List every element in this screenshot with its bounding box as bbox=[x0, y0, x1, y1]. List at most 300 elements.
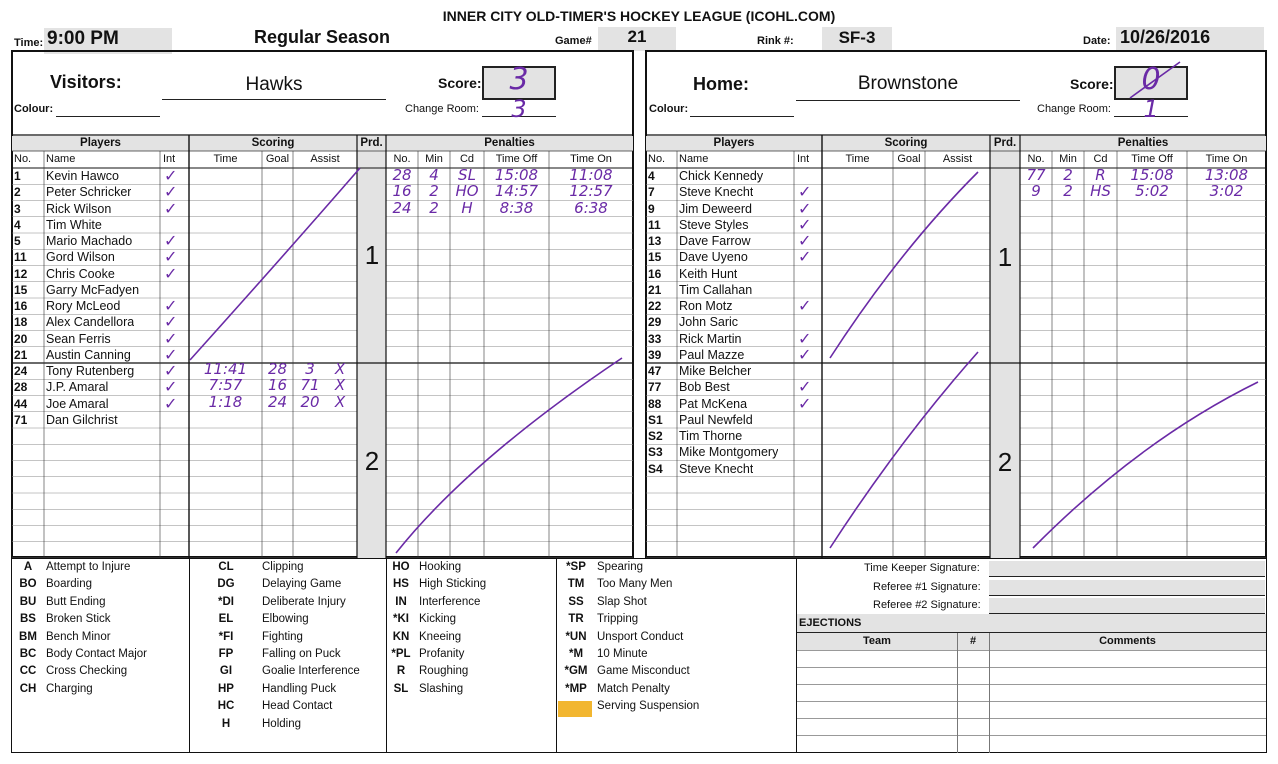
legend-description: Kneeing bbox=[419, 630, 462, 643]
legend-description: High Sticking bbox=[419, 578, 487, 591]
intermission-check: ✓ bbox=[164, 198, 178, 218]
player-name: J.P. Amaral bbox=[46, 380, 109, 395]
legend-item bbox=[557, 596, 796, 612]
v-goal-header: Goal bbox=[265, 153, 290, 165]
player-number: 3 bbox=[14, 201, 21, 216]
player-number: 29 bbox=[648, 315, 662, 330]
intermission-check: ✓ bbox=[164, 231, 178, 250]
player-number: 11 bbox=[648, 217, 661, 232]
player-name: Mike Montgomery bbox=[679, 445, 779, 460]
player-number: 13 bbox=[648, 234, 662, 248]
legend-code: BC bbox=[19, 648, 37, 660]
legend-code: *FI bbox=[218, 630, 234, 643]
legend-description: Kicking bbox=[419, 613, 457, 626]
goal-assist: 71 bbox=[300, 376, 320, 395]
legend-description: Head Contact bbox=[262, 700, 333, 713]
legend-item bbox=[12, 613, 189, 629]
home-score: 0 bbox=[1141, 62, 1161, 97]
ejection-row-line bbox=[797, 684, 1266, 685]
legend-code: A bbox=[23, 561, 33, 573]
player-number: 16 bbox=[648, 266, 662, 281]
player-number: 24 bbox=[14, 364, 28, 378]
home-score-label: Score: bbox=[1070, 76, 1114, 92]
player-name: John Saric bbox=[679, 315, 739, 330]
legend-description: Handling Puck bbox=[262, 682, 337, 695]
v-players-header: Players bbox=[80, 137, 121, 149]
player-name: Dan Gilchrist bbox=[46, 412, 118, 427]
legend-item bbox=[190, 631, 386, 647]
visitors-p2-penalty-strike bbox=[396, 358, 622, 553]
penalty-player-number: 16 bbox=[392, 182, 412, 201]
visitors-score: 3 bbox=[509, 62, 529, 97]
penalty-player-number: 9 bbox=[1031, 182, 1041, 201]
penalty-time-on: 12:57 bbox=[569, 182, 613, 201]
legend-item bbox=[387, 596, 556, 612]
visitors-change-room-label: Change Room: bbox=[405, 103, 479, 115]
legend-description: Spearing bbox=[597, 561, 644, 573]
legend-item bbox=[190, 700, 386, 716]
legend-description: Goalie Interference bbox=[262, 665, 360, 678]
legend-code: KN bbox=[392, 630, 410, 643]
player-number: 5 bbox=[14, 234, 21, 248]
rink-value: SF-3 bbox=[838, 28, 876, 47]
player-number: 4 bbox=[648, 169, 655, 183]
intermission-check: ✓ bbox=[164, 263, 178, 283]
v-pen-no-header: No. bbox=[393, 153, 411, 165]
ejections-comments-header: Comments bbox=[1099, 635, 1156, 647]
player-name: Mario Machado bbox=[46, 234, 133, 248]
legend-code: SS bbox=[568, 595, 584, 608]
intermission-check: ✓ bbox=[164, 361, 178, 380]
penalty-time-off: 8:38 bbox=[499, 198, 534, 217]
penalty-time-on: 3:02 bbox=[1209, 182, 1244, 201]
legend-item bbox=[557, 613, 796, 629]
legend-description: Hooking bbox=[419, 561, 462, 573]
date-value: 10/26/2016 bbox=[1120, 27, 1211, 47]
legend-item bbox=[387, 631, 556, 647]
time-keeper-signature-field[interactable] bbox=[989, 561, 1265, 576]
home-score-slash bbox=[1130, 62, 1180, 98]
player-name: Bob Best bbox=[679, 380, 730, 395]
player-name: Tim White bbox=[46, 217, 102, 232]
home-change-room-label: Change Room: bbox=[1037, 103, 1111, 115]
legend-item bbox=[387, 683, 556, 699]
h-time-on-header: Time On bbox=[1205, 153, 1248, 165]
time-keeper-signature-label: Time Keeper Signature: bbox=[864, 562, 980, 574]
penalty-minutes: 2 bbox=[1063, 182, 1073, 201]
legend-description: Delaying Game bbox=[262, 578, 342, 591]
home-label: Home: bbox=[693, 74, 750, 94]
goal-time: 7:57 bbox=[208, 376, 243, 395]
legend-code: HP bbox=[218, 682, 234, 695]
ejection-row-line bbox=[797, 667, 1266, 668]
legend-description: Interference bbox=[419, 595, 481, 608]
legend-description: Unsport Conduct bbox=[597, 630, 684, 643]
legend-item bbox=[557, 631, 796, 647]
penalty-code: HS bbox=[1090, 182, 1111, 201]
h-penalties-header: Penalties bbox=[1117, 137, 1169, 149]
player-name: Steve Styles bbox=[679, 217, 749, 232]
legend-description: Broken Stick bbox=[46, 613, 111, 626]
h-players-header: Players bbox=[713, 137, 755, 149]
player-name: Pat McKena bbox=[679, 396, 748, 411]
home-p2-penalty-strike bbox=[1033, 382, 1258, 548]
rink-label: Rink #: bbox=[757, 35, 794, 47]
v-name-header: Name bbox=[46, 153, 76, 165]
h-period-header: Prd. bbox=[993, 137, 1017, 149]
legend-description: 10 Minute bbox=[597, 648, 648, 660]
assist-void-mark: X bbox=[334, 360, 346, 378]
legend-description: Clipping bbox=[262, 561, 304, 573]
legend-code: BS bbox=[20, 613, 36, 626]
player-number: 16 bbox=[14, 299, 28, 313]
visitors-change-room: 3 bbox=[511, 95, 527, 123]
intermission-check: ✓ bbox=[798, 231, 812, 250]
intermission-check: ✓ bbox=[164, 377, 178, 397]
legend-item bbox=[387, 613, 556, 629]
player-number: 44 bbox=[14, 396, 28, 411]
penalty-time-off: 5:02 bbox=[1135, 182, 1169, 201]
legend-description: Game Misconduct bbox=[597, 665, 690, 678]
legend-item bbox=[557, 700, 796, 716]
player-name: Ron Motz bbox=[679, 299, 733, 313]
legend-description: Serving Suspension bbox=[597, 700, 700, 713]
v-time-on-header: Time On bbox=[570, 153, 612, 165]
league-title: INNER CITY OLD-TIMER'S HOCKEY LEAGUE (ICOHL.COM) bbox=[442, 8, 836, 24]
h-cd-header: Cd bbox=[1093, 153, 1108, 165]
player-number: 15 bbox=[648, 250, 662, 265]
intermission-check: ✓ bbox=[164, 166, 178, 185]
penalty-player-number: 28 bbox=[392, 166, 412, 184]
player-number: 18 bbox=[14, 315, 28, 330]
legend-code: GI bbox=[219, 665, 233, 678]
ejection-col-divider bbox=[989, 633, 990, 753]
penalty-time-on: 11:08 bbox=[569, 166, 613, 184]
player-name: Paul Newfeld bbox=[679, 412, 753, 427]
player-number: 71 bbox=[14, 412, 28, 427]
player-number: S2 bbox=[648, 429, 663, 443]
player-number: 15 bbox=[14, 282, 28, 297]
ejection-row-line bbox=[797, 701, 1266, 702]
goal-scorer: 16 bbox=[267, 376, 288, 395]
legend-description: Profanity bbox=[419, 648, 465, 660]
player-name: Chris Cooke bbox=[46, 266, 115, 281]
legend-item bbox=[190, 683, 386, 699]
player-number: 4 bbox=[14, 217, 21, 232]
h-goal-header: Goal bbox=[897, 153, 921, 165]
visitors-colour-label: Colour: bbox=[14, 103, 54, 115]
legend-description: Slap Shot bbox=[597, 595, 647, 608]
intermission-check: ✓ bbox=[164, 182, 178, 202]
assist-void-mark: X bbox=[334, 376, 346, 395]
goal-scorer: 28 bbox=[267, 360, 288, 378]
time-label: Time: bbox=[14, 37, 44, 49]
h-pen-no-header: No. bbox=[1027, 153, 1045, 165]
legend-item bbox=[190, 613, 386, 629]
player-number: 88 bbox=[648, 396, 662, 411]
player-number: 21 bbox=[648, 282, 662, 297]
player-name: Rory McLeod bbox=[46, 299, 121, 313]
goal-time: 1:18 bbox=[208, 392, 243, 411]
player-number: 12 bbox=[14, 266, 28, 281]
player-number: 11 bbox=[14, 250, 27, 265]
legend-code: R bbox=[396, 665, 406, 678]
player-number: 2 bbox=[14, 185, 21, 200]
legend-item bbox=[12, 561, 189, 577]
legend-code: IN bbox=[395, 595, 407, 608]
goal-time: 11:41 bbox=[203, 360, 248, 378]
player-number: S1 bbox=[648, 412, 663, 427]
intermission-check: ✓ bbox=[164, 344, 178, 364]
legend-item bbox=[387, 665, 556, 681]
visitors-p1-scoring-strike bbox=[190, 168, 360, 360]
legend-code: *SP bbox=[566, 561, 586, 573]
h-int-header: Int bbox=[797, 153, 810, 165]
legend-item bbox=[557, 561, 796, 577]
player-name: Joe Amaral bbox=[46, 396, 109, 411]
h-time-header: Time bbox=[845, 153, 870, 165]
legend-item bbox=[12, 683, 189, 699]
legend-code: H bbox=[221, 717, 231, 730]
legend-description: Roughing bbox=[419, 665, 469, 678]
player-number: 33 bbox=[648, 331, 662, 346]
intermission-check: ✓ bbox=[798, 247, 812, 267]
player-number: S4 bbox=[648, 461, 663, 476]
legend-code: TR bbox=[568, 613, 584, 626]
player-number: 28 bbox=[14, 380, 28, 395]
ejections-title: EJECTIONS bbox=[799, 617, 862, 629]
legend-item bbox=[190, 561, 386, 577]
legend-description: Slashing bbox=[419, 682, 464, 695]
legend-code: CH bbox=[19, 682, 37, 695]
player-name: Sean Ferris bbox=[46, 331, 111, 346]
legend-item bbox=[12, 578, 189, 594]
v-penalties-header: Penalties bbox=[484, 137, 535, 149]
player-name: Keith Hunt bbox=[679, 266, 738, 281]
penalty-code: H bbox=[461, 198, 473, 217]
legend-item bbox=[387, 578, 556, 594]
legend-code: *GM bbox=[564, 665, 588, 678]
home-period-2: 2 bbox=[997, 447, 1013, 477]
player-number: 47 bbox=[648, 364, 662, 378]
v-period-header: Prd. bbox=[360, 137, 383, 149]
legend-description: Body Contact Major bbox=[46, 648, 147, 660]
v-no-header: No. bbox=[14, 153, 32, 165]
penalty-player-number: 24 bbox=[392, 198, 412, 217]
legend-item bbox=[557, 683, 796, 699]
legend-code: *DI bbox=[218, 595, 234, 608]
player-name: Mike Belcher bbox=[679, 364, 752, 378]
legend-code: HC bbox=[217, 700, 235, 713]
intermission-check: ✓ bbox=[798, 328, 812, 348]
legend-code: CL bbox=[218, 561, 234, 573]
legend-code: *MP bbox=[565, 682, 587, 695]
penalty-code: R bbox=[1095, 166, 1106, 184]
player-name: Alex Candellora bbox=[46, 315, 135, 330]
player-name: Paul Mazze bbox=[679, 347, 745, 362]
penalty-minutes: 2 bbox=[429, 182, 439, 201]
legend-item bbox=[12, 631, 189, 647]
legend-code: HS bbox=[393, 578, 409, 591]
ejections-team-header: Team bbox=[863, 635, 891, 647]
legend-description: Attempt to Injure bbox=[46, 561, 131, 573]
legend-item bbox=[387, 648, 556, 664]
legend-code: *PL bbox=[391, 648, 411, 660]
legend-code: FP bbox=[218, 648, 234, 660]
player-name: Dave Farrow bbox=[679, 234, 751, 248]
legend-description: Deliberate Injury bbox=[262, 595, 346, 608]
legend-description: Boarding bbox=[46, 578, 93, 591]
legend-code: CC bbox=[19, 665, 37, 678]
legend-item bbox=[190, 718, 386, 734]
intermission-check: ✓ bbox=[798, 344, 812, 364]
home-change-room: 1 bbox=[1143, 95, 1159, 123]
v-assist-header: Assist bbox=[310, 153, 340, 165]
player-number: 39 bbox=[648, 347, 662, 362]
player-name: Jim Deweerd bbox=[679, 201, 752, 216]
legend-description: Match Penalty bbox=[597, 682, 670, 695]
legend-description: Butt Ending bbox=[46, 595, 106, 608]
intermission-check: ✓ bbox=[798, 198, 812, 218]
season-type: Regular Season bbox=[254, 27, 391, 47]
legend-code: TM bbox=[567, 578, 585, 591]
penalty-time-on: 13:08 bbox=[1204, 166, 1249, 184]
intermission-check: ✓ bbox=[798, 296, 812, 315]
v-time-off-header: Time Off bbox=[495, 153, 538, 165]
visitors-team-name: Hawks bbox=[245, 74, 303, 95]
visitors-score-label: Score: bbox=[438, 75, 482, 91]
intermission-check: ✓ bbox=[164, 312, 178, 332]
legend-description: Tripping bbox=[597, 613, 639, 626]
legend-code: BM bbox=[19, 630, 37, 643]
player-name: Austin Canning bbox=[46, 347, 131, 362]
time-value: 9:00 PM bbox=[47, 28, 119, 49]
legend-item bbox=[557, 665, 796, 681]
v-scoring-header: Scoring bbox=[251, 137, 295, 149]
player-name: Kevin Hawco bbox=[46, 169, 119, 183]
goal-assist: 20 bbox=[300, 392, 320, 411]
player-name: Tony Rutenberg bbox=[46, 364, 135, 378]
h-min-header: Min bbox=[1059, 153, 1077, 165]
home-team-name: Brownstone bbox=[857, 73, 959, 94]
player-number: 9 bbox=[648, 201, 655, 216]
visitors-period-2: 2 bbox=[364, 446, 380, 476]
referee1-signature-field[interactable] bbox=[989, 580, 1265, 595]
penalty-time-off: 15:08 bbox=[1130, 166, 1174, 184]
intermission-check: ✓ bbox=[164, 328, 178, 348]
legend-description: Charging bbox=[46, 682, 93, 695]
legend-item bbox=[387, 561, 556, 577]
player-name: Rick Wilson bbox=[46, 201, 112, 216]
intermission-check: ✓ bbox=[798, 214, 812, 234]
legend-code: SL bbox=[393, 682, 409, 695]
legend-item bbox=[190, 596, 386, 612]
referee2-signature-label: Referee #2 Signature: bbox=[873, 599, 981, 611]
player-name: Garry McFadyen bbox=[46, 282, 140, 297]
v-time-header: Time bbox=[213, 153, 238, 165]
home-period-1: 1 bbox=[997, 242, 1013, 272]
penalty-time-off: 14:57 bbox=[494, 182, 539, 201]
legend-code: EL bbox=[218, 613, 234, 626]
penalty-code: HO bbox=[455, 182, 479, 201]
legend-description: Cross Checking bbox=[46, 665, 128, 678]
referee1-signature-label: Referee #1 Signature: bbox=[873, 581, 981, 593]
ejection-row-line bbox=[797, 650, 1266, 651]
legend-code: HO bbox=[392, 561, 410, 573]
legend-item bbox=[557, 578, 796, 594]
intermission-check: ✓ bbox=[164, 393, 178, 413]
legend-code: DG bbox=[217, 578, 235, 591]
player-name: Dave Uyeno bbox=[679, 250, 748, 265]
goal-assist: 3 bbox=[305, 360, 315, 378]
player-name: Steve Knecht bbox=[679, 461, 754, 476]
legend-description: Bench Minor bbox=[46, 630, 111, 643]
suspension-swatch bbox=[558, 701, 592, 717]
legend-code: BO bbox=[19, 578, 37, 591]
goal-scorer: 24 bbox=[267, 392, 288, 411]
intermission-check: ✓ bbox=[798, 182, 812, 202]
home-colour-label: Colour: bbox=[649, 103, 689, 115]
legend-item bbox=[190, 648, 386, 664]
player-name: Rick Martin bbox=[679, 331, 742, 346]
intermission-check: ✓ bbox=[798, 393, 812, 413]
intermission-check: ✓ bbox=[164, 247, 178, 267]
visitors-label: Visitors: bbox=[50, 72, 122, 92]
v-cd-header: Cd bbox=[459, 153, 475, 165]
penalty-time-off: 15:08 bbox=[494, 166, 539, 184]
legend-item bbox=[190, 578, 386, 594]
penalty-code: SL bbox=[458, 166, 476, 184]
v-min-header: Min bbox=[425, 153, 443, 165]
player-name: Steve Knecht bbox=[679, 185, 754, 200]
penalty-time-on: 6:38 bbox=[574, 198, 608, 217]
h-assist-header: Assist bbox=[942, 153, 973, 165]
legend-item bbox=[557, 648, 796, 664]
legend-description: Falling on Puck bbox=[262, 648, 341, 660]
h-name-header: Name bbox=[679, 153, 709, 165]
legend-item bbox=[190, 665, 386, 681]
ejections-number-header: # bbox=[969, 635, 977, 647]
legend-code: *KI bbox=[393, 613, 409, 626]
legend-code: BU bbox=[19, 595, 37, 608]
ejection-row-line bbox=[797, 735, 1266, 736]
v-int-header: Int bbox=[163, 153, 176, 165]
player-number: 1 bbox=[14, 169, 21, 183]
player-name: Tim Thorne bbox=[679, 429, 743, 443]
legend-item bbox=[12, 596, 189, 612]
legend-item bbox=[12, 648, 189, 664]
penalty-minutes: 2 bbox=[1063, 166, 1073, 184]
date-label: Date: bbox=[1083, 35, 1111, 47]
player-number: 77 bbox=[648, 380, 662, 395]
player-number: 7 bbox=[648, 185, 655, 200]
legend-item bbox=[12, 665, 189, 681]
penalty-player-number: 77 bbox=[1026, 166, 1046, 184]
referee2-signature-field[interactable] bbox=[989, 598, 1265, 613]
ejection-row-line bbox=[797, 718, 1266, 719]
player-name: Tim Callahan bbox=[679, 282, 753, 297]
visitors-period-1: 1 bbox=[364, 240, 380, 270]
h-no-header: No. bbox=[648, 153, 666, 165]
h-time-off-header: Time Off bbox=[1131, 153, 1173, 165]
assist-void-mark: X bbox=[334, 392, 346, 411]
player-name: Chick Kennedy bbox=[679, 169, 764, 183]
home-p1-scoring-strike bbox=[830, 172, 978, 358]
penalty-minutes: 4 bbox=[429, 166, 439, 184]
player-number: 22 bbox=[648, 299, 662, 313]
game-value: 21 bbox=[627, 27, 647, 46]
h-scoring-header: Scoring bbox=[884, 137, 928, 149]
